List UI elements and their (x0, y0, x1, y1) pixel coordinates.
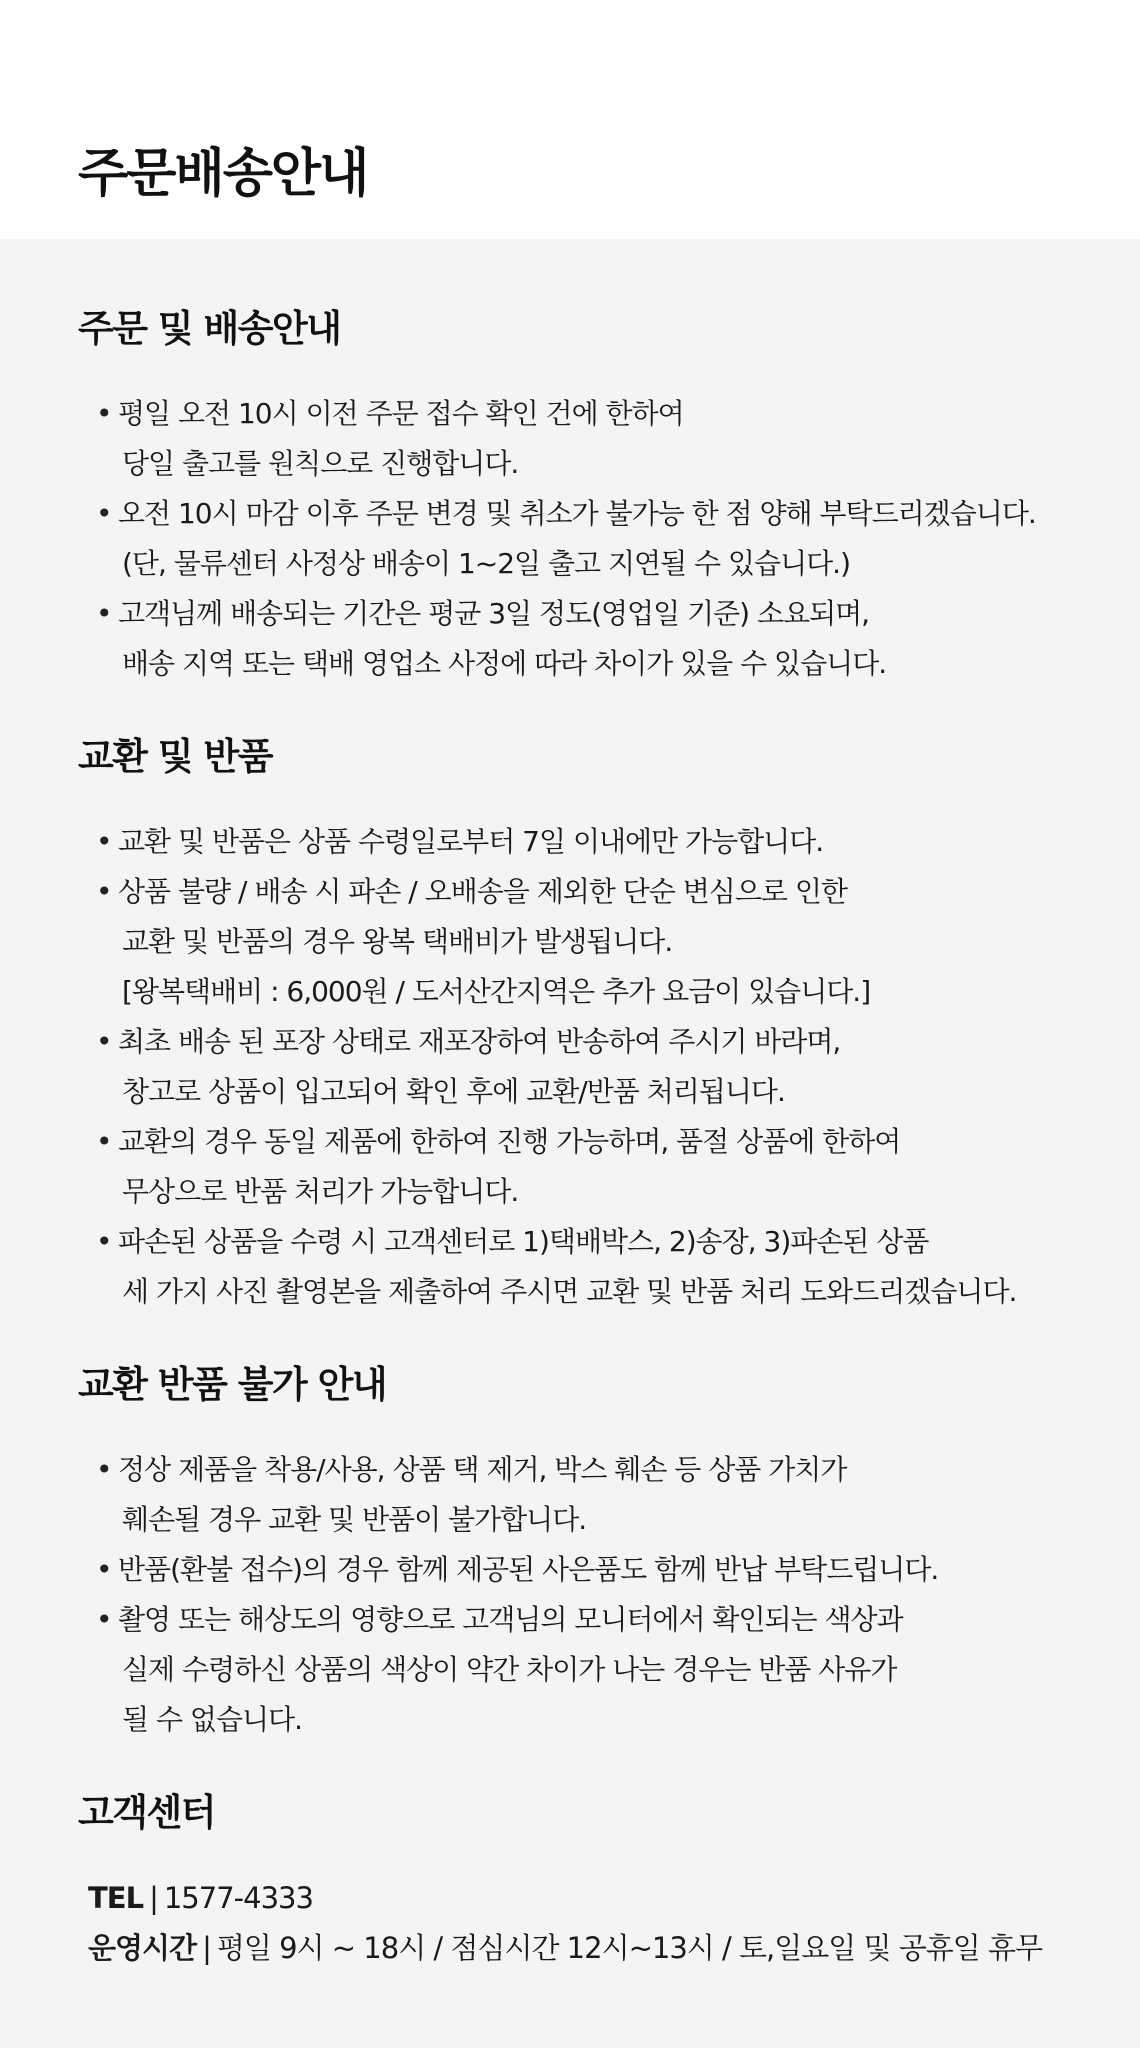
section-heading-exchange: 교환 및 반품 (78, 735, 272, 778)
list-item-text (118, 817, 1140, 867)
page-header (0, 0, 1140, 239)
section-heading-shipping: 주문 및 배송안내 (78, 307, 341, 350)
list-item-line: 무상으로 반품 처리가 가능합니다. (122, 1175, 519, 1208)
list-item (96, 1445, 1140, 1545)
list-item-line: [왕복택배비 : 6,000원 / 도서산간지역은 추가 요금이 있습니다.] (122, 975, 871, 1008)
list-item (96, 389, 1140, 489)
list-item-line: 촬영 또는 해상도의 영향으로 고객님의 모니터에서 확인되는 색상과 (118, 1603, 903, 1636)
bullet-dot-icon: • (96, 1225, 113, 1258)
section-heading-customer-center: 고객센터 (78, 1791, 215, 1834)
list-item (96, 1117, 1140, 1217)
list-item-line: 반품(환불 접수)의 경우 함께 제공된 사은품도 함께 반납 부탁드립니다. (118, 1553, 939, 1586)
list-item (96, 1217, 1140, 1317)
list-item-line: 세 가지 사진 촬영본을 제출하여 주시면 교환 및 반품 처리 도와드리겠습니다. (122, 1275, 1017, 1308)
bullet-dot-icon: • (96, 825, 113, 858)
list-item (96, 817, 1140, 867)
bullet-dot-icon: • (96, 1125, 113, 1158)
list-item-line: 창고로 상품이 입고되어 확인 후에 교환/반품 처리됩니다. (122, 1075, 785, 1108)
bullet-dot-icon: • (96, 875, 113, 908)
list-item-text (118, 1117, 1140, 1217)
list-item-line: 교환 및 반품의 경우 왕복 택배비가 발생됩니다. (122, 925, 673, 958)
list-item-text (118, 589, 1140, 689)
list-item-text (118, 1217, 1140, 1317)
list-item (96, 867, 1140, 1017)
contact-tel-row (88, 1873, 1140, 1923)
list-item-text (118, 1017, 1140, 1117)
exchange-list (78, 817, 1140, 1317)
list-item-text (118, 1445, 1140, 1545)
hours-separator: | (202, 1931, 211, 1965)
contact-info (78, 1873, 1140, 1973)
page-title: 주문배송안내 (78, 144, 368, 204)
list-item (96, 489, 1140, 589)
bullet-dot-icon: • (96, 1025, 113, 1058)
no-return-list (78, 1445, 1140, 1745)
list-item-text (118, 1545, 1140, 1595)
shipping-list (78, 389, 1140, 689)
list-item (96, 589, 1140, 689)
tel-separator: | (149, 1881, 158, 1915)
bullet-dot-icon: • (96, 497, 113, 530)
bullet-dot-icon: • (96, 1553, 113, 1586)
bullet-dot-icon: • (96, 1453, 113, 1486)
hours-value: 평일 9시 ~ 18시 / 점심시간 12시~13시 / 토,일요일 및 공휴일 휴무 (216, 1931, 1043, 1965)
content-area (0, 239, 1140, 2048)
list-item-line: 실제 수령하신 상품의 색상이 약간 차이가 나는 경우는 반품 사유가 (122, 1653, 897, 1686)
bullet-dot-icon: • (96, 397, 113, 430)
section-shipping (78, 303, 1140, 689)
bullet-dot-icon: • (96, 1603, 113, 1636)
bullet-dot-icon: • (96, 597, 113, 630)
section-heading-no-return: 교환 반품 불가 안내 (78, 1363, 387, 1406)
list-item-line: 될 수 없습니다. (122, 1703, 302, 1736)
list-item (96, 1595, 1140, 1745)
section-exchange (78, 731, 1140, 1317)
list-item (96, 1017, 1140, 1117)
list-item-line: 오전 10시 마감 이후 주문 변경 및 취소가 불가능 한 점 양해 부탁드리겠습니다. (118, 497, 1036, 530)
list-item-line: 고객님께 배송되는 기간은 평균 3일 정도(영업일 기준) 소요되며, (118, 597, 870, 630)
list-item-line: 교환 및 반품은 상품 수령일로부터 7일 이내에만 가능합니다. (118, 825, 824, 858)
list-item-line: 교환의 경우 동일 제품에 한하여 진행 가능하며, 품절 상품에 한하여 (118, 1125, 901, 1158)
list-item-line: (단, 물류센터 사정상 배송이 1~2일 출고 지연될 수 있습니다.) (122, 547, 850, 580)
list-item-text (118, 867, 1140, 1017)
list-item-line: 상품 불량 / 배송 시 파손 / 오배송을 제외한 단순 변심으로 인한 (118, 875, 847, 908)
list-item-line: 훼손될 경우 교환 및 반품이 불가합니다. (122, 1503, 587, 1536)
list-item-text (118, 389, 1140, 489)
list-item (96, 1545, 1140, 1595)
tel-number[interactable]: 1577-4333 (163, 1881, 313, 1915)
section-no-return (78, 1359, 1140, 1745)
list-item-line: 최초 배송 된 포장 상태로 재포장하여 반송하여 주시기 바라며, (118, 1025, 841, 1058)
list-item-text (118, 489, 1140, 589)
list-item-line: 정상 제품을 착용/사용, 상품 택 제거, 박스 훼손 등 상품 가치가 (118, 1453, 847, 1486)
hours-label: 운영시간 (88, 1931, 197, 1965)
list-item-line: 당일 출고를 원칙으로 진행합니다. (122, 447, 519, 480)
list-item-line: 배송 지역 또는 택배 영업소 사정에 따라 차이가 있을 수 있습니다. (122, 647, 887, 680)
list-item-text (118, 1595, 1140, 1745)
contact-hours-row (88, 1923, 1140, 1973)
list-item-line: 평일 오전 10시 이전 주문 접수 확인 건에 한하여 (118, 397, 684, 430)
section-customer-center (78, 1787, 1140, 1973)
list-item-line: 파손된 상품을 수령 시 고객센터로 1)택배박스, 2)송장, 3)파손된 상품 (118, 1225, 929, 1258)
tel-label: TEL (88, 1881, 144, 1915)
